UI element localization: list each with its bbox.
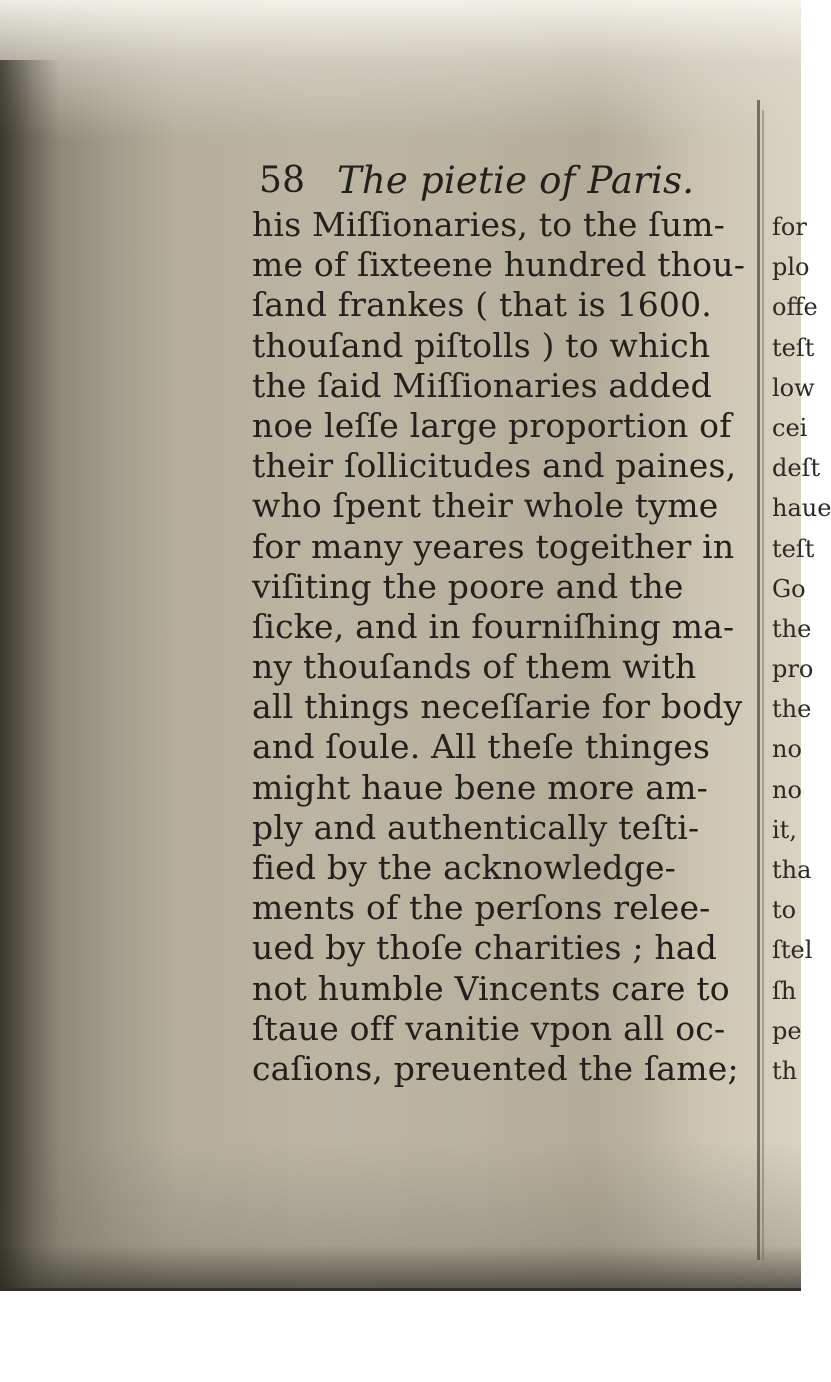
adjacent-page-line: Go (772, 574, 806, 603)
text-line: all things neceſſarie for body (252, 687, 743, 727)
running-head (252, 157, 762, 205)
adjacent-page-fragment (772, 207, 831, 1091)
scan-bottom-border (0, 1288, 801, 1291)
adjacent-page-line: th (772, 1056, 798, 1085)
text-line: noe leſſe large proportion of (252, 405, 732, 445)
page-edge-line-secondary (762, 110, 764, 1260)
text-line: his Miſſionaries, to the ſum- (252, 205, 725, 244)
text-line: fied by the acknowledge- (252, 848, 677, 887)
body-text (252, 205, 762, 1089)
adjacent-page-line: plo (772, 253, 810, 282)
text-line: might haue bene more am- (252, 767, 708, 807)
page-bottom-shadow (0, 1140, 801, 1290)
text-line: who ſpent their whole tyme (252, 486, 719, 526)
text-line: ued by thoſe charities ; had (252, 928, 718, 968)
adjacent-page-line: tha (772, 856, 812, 884)
text-line: their ſollicitudes and paines, (252, 446, 737, 486)
adjacent-page-line: ſtel (772, 936, 813, 965)
text-line: viſiting the poore and the (252, 566, 684, 606)
adjacent-page-line: it, (772, 815, 797, 844)
adjacent-page-line: the (772, 614, 812, 643)
text-line: ſtaue off vanitie vpon all oc- (252, 1008, 726, 1048)
adjacent-page-line: teſt (772, 333, 815, 362)
adjacent-page-line: offe (772, 293, 818, 322)
adjacent-page-line: no (772, 775, 802, 804)
text-line: not humble Vincents care to (252, 968, 730, 1008)
text-line: ments of the perſons relee- (252, 888, 711, 928)
adjacent-page-line: to (772, 896, 797, 925)
text-line: ſicke, and in fourniſhing ma- (252, 606, 735, 646)
adjacent-page-line: no (772, 735, 802, 764)
adjacent-page-line: deſt (772, 454, 821, 483)
text-line: ny thouſands of them with (252, 647, 697, 687)
text-line: ſand frankes ( that is 1600. (252, 285, 712, 325)
adjacent-page-line: cei (772, 413, 808, 442)
text-line: and ſoule. All theſe thinges (252, 727, 711, 767)
text-line: me of ſixteene hundred thou- (252, 245, 746, 285)
text-line: thouſand piſtolls ) to which (252, 325, 711, 365)
adjacent-page-line: pro (772, 655, 814, 684)
adjacent-page-line: teſt (772, 534, 815, 563)
adjacent-page-line: for (772, 213, 807, 241)
text-line: ply and authentically teſti- (252, 807, 700, 847)
binding-gutter-shadow (0, 60, 60, 1290)
adjacent-page-line: ſh (772, 976, 797, 1005)
page-top-light (0, 0, 801, 140)
adjacent-page-line: the (772, 695, 812, 724)
adjacent-page-line: pe (772, 1016, 802, 1045)
text-line: for many yeares togeither in (252, 526, 735, 566)
adjacent-page-line: low (772, 373, 815, 402)
adjacent-page-line: haue (772, 494, 831, 523)
text-line: caſions, preuented the ſame; (252, 1048, 739, 1088)
text-line: the ſaid Miſſionaries added (252, 365, 712, 405)
main-text-block (252, 157, 762, 1089)
page-number: 58 (259, 160, 306, 201)
running-title: The pietie of Paris. (337, 159, 695, 202)
